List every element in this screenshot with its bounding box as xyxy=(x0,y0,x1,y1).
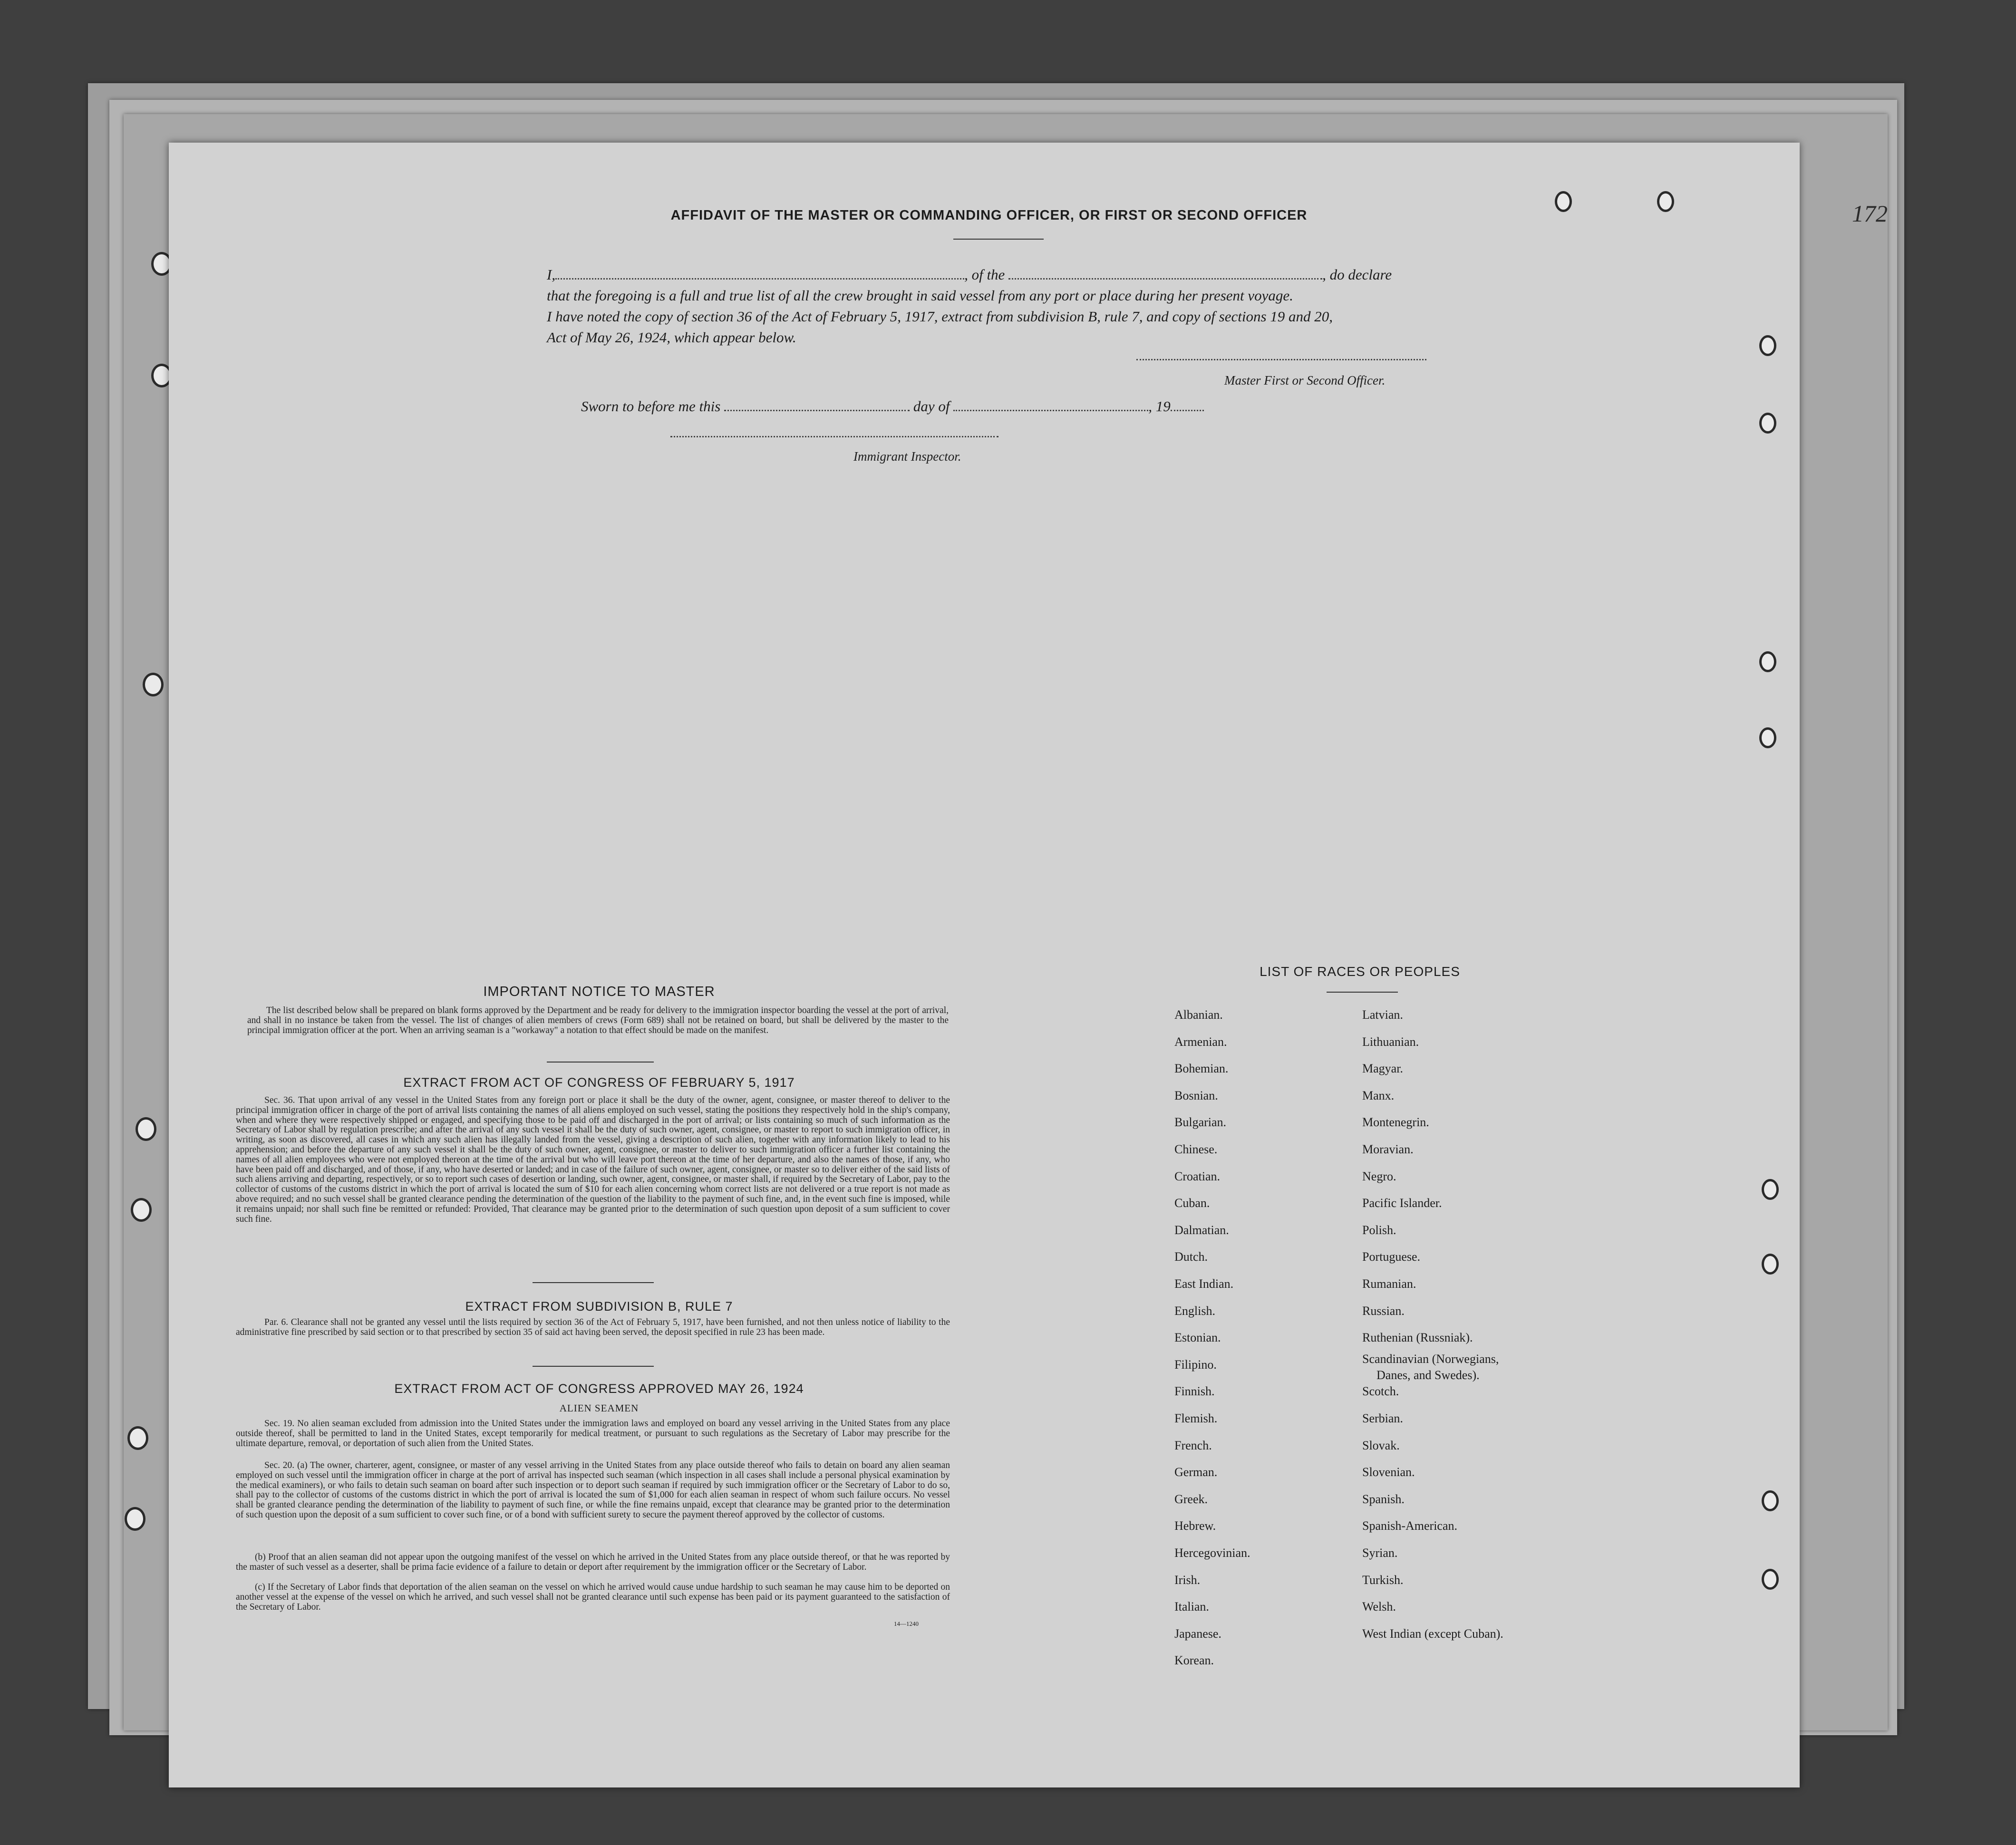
punch-hole xyxy=(1657,191,1674,212)
extract-rule7-title: EXTRACT FROM SUBDIVISION B, RULE 7 xyxy=(465,1299,733,1314)
race-item: Latvian. xyxy=(1362,1008,1403,1022)
race-item: French. xyxy=(1174,1439,1212,1452)
sworn-label: Sworn to before me this xyxy=(581,398,721,415)
of-the-label: , of the xyxy=(964,266,1005,283)
race-item: Ruthenian (Russniak). xyxy=(1362,1331,1473,1344)
race-item: Estonian. xyxy=(1174,1331,1221,1344)
i-label: I, xyxy=(547,266,556,283)
race-item: Negro. xyxy=(1362,1169,1396,1183)
race-item: Cuban. xyxy=(1174,1196,1210,1210)
race-item: Hebrew. xyxy=(1174,1519,1216,1533)
race-item: East Indian. xyxy=(1174,1277,1234,1291)
race-item: Croatian. xyxy=(1174,1169,1221,1183)
race-item: Spanish. xyxy=(1362,1492,1405,1506)
race-item: Pacific Islander. xyxy=(1362,1196,1442,1210)
divider xyxy=(533,1282,654,1283)
race-item: Moravian. xyxy=(1362,1142,1414,1156)
inspector-label: Immigrant Inspector. xyxy=(853,449,961,464)
race-item: Manx. xyxy=(1362,1089,1395,1102)
divider xyxy=(533,1366,654,1367)
notice-title: IMPORTANT NOTICE TO MASTER xyxy=(483,984,715,999)
race-item: Rumanian. xyxy=(1362,1277,1416,1291)
race-item: German. xyxy=(1174,1465,1218,1479)
punch-hole xyxy=(131,1198,152,1222)
race-item: Danes, and Swedes). xyxy=(1376,1368,1480,1382)
race-item: Bohemian. xyxy=(1174,1062,1229,1075)
race-item: Spanish-American. xyxy=(1362,1519,1458,1533)
affidavit-line-4: Act of May 26, 1924, which appear below. xyxy=(547,329,796,346)
punch-hole xyxy=(1762,1490,1779,1511)
punch-hole xyxy=(136,1117,156,1141)
extract-rule7-text: Par. 6. Clearance shall not be granted any vessel until the lists required by section 36 of the Act of February 5, 1917, have been furnished, and not then unless notice of liability to the administrative fine prescribed by said section or to that prescribed by section 35 of said act having been served, the deposit specified in rule 23 has been made. xyxy=(236,1317,950,1337)
punch-hole xyxy=(125,1507,145,1531)
race-item: Russian. xyxy=(1362,1304,1405,1318)
extract-1924-subtitle: ALIEN SEAMEN xyxy=(559,1402,639,1414)
affidavit-title: AFFIDAVIT OF THE MASTER OR COMMANDING OFFICER, OR FIRST OR SECOND OFFICER xyxy=(670,208,1308,223)
race-item: Welsh. xyxy=(1362,1600,1396,1613)
race-item: Dutch. xyxy=(1174,1250,1208,1264)
race-item: Dalmatian. xyxy=(1174,1223,1229,1237)
punch-hole xyxy=(143,673,164,696)
sec-20c-text: (c) If the Secretary of Labor finds that deportation of the alien seaman on the vessel on which he arrived would cause undue hardship to such seaman he may cause him to be deported on another vessel at the expense of the vessel on which he arrived, and such vessel shall not be granted clearance until such expense has been paid or its payment guaranteed to the satisfaction of the Secretary of Labor. xyxy=(236,1582,950,1612)
day-of-label: day of xyxy=(913,398,950,415)
vessel-field[interactable] xyxy=(1008,264,1322,280)
race-item: Japanese. xyxy=(1174,1627,1221,1641)
divider xyxy=(1327,992,1398,993)
race-item: Hercegovinian. xyxy=(1174,1546,1250,1560)
punch-hole xyxy=(1759,413,1776,434)
form-code: 14—1240 xyxy=(894,1620,919,1627)
race-item: Syrian. xyxy=(1362,1546,1398,1560)
race-item: Turkish. xyxy=(1362,1573,1404,1587)
sec-20a-text: Sec. 20. (a) The owner, charterer, agent, consignee, or master of any vessel arriving in the United States from any place outside thereof who fails to detain on board any alien seaman employed on such vessel until the immigration officer in charge at the port of arrival has inspected such seaman (which inspection in all cases shall include a personal physical examination by the medical examiners), or who fails to detain such seaman on board after such inspection or to deport such seaman if required by such immigration officer or the Secretary of Labor to do so, shall pay to the collector of customs of the customs district in which the port of arrival is located the sum of $1,000 for each alien seaman in respect of whom such failure occurs. No vessel shall be granted clearance pending the determination of the liability to payment of such fine, or while the fine remains unpaid, except that clearance may be granted prior to the determination of such question upon the deposit of a sum sufficient to cover such fine, or of a bond with sufficient surety to secure the payment thereof approved by the collector of customs. xyxy=(236,1460,950,1520)
race-item: Armenian. xyxy=(1174,1035,1227,1049)
punch-hole xyxy=(1759,727,1776,748)
race-item: Greek. xyxy=(1174,1492,1208,1506)
races-title: LIST OF RACES OR PEOPLES xyxy=(1260,964,1460,979)
document-sheet xyxy=(169,143,1800,1787)
race-item: Irish. xyxy=(1174,1573,1201,1587)
punch-hole xyxy=(1759,651,1776,672)
extract-1917-text: Sec. 36. That upon arrival of any vessel in the United States from any foreign port or place it shall be the duty of the owner, agent, consignee, or master thereof to deliver to the principal immigration officer in charge of the port of arrival lists containing the names of all aliens employed on such vessel, stating the positions they respectively hold in the ship's company, when and where they were respectively shipped or engaged, and specifying those to be paid off and discharged in the port of arrival; or lists containing so much of such information as the Secretary of Labor shall by regulation prescribe; and after the arrival of any such vessel it shall be the duty of such owner, agent, consignee, or master to report to such immigration officer, in writing, as soon as discovered, all cases in which any such alien has illegally landed from the vessel, giving a description of such alien, together with any information likely to lead to his apprehension; and before the departure of any such vessel it shall be the duty of such owner, agent, consignee, or master to deliver to such immigration officer a further list containing the names of all alien employees who were not employed thereon at the time of the arrival but who will leave port thereon at the time of her departure, and also the names of those, if any, who have been paid off and discharged, and of those, if any, who have deserted or landed; and in case of the failure of such owner, agent, consignee, or master so to deliver either of the said lists of such aliens arriving and departing, respectively, or so to report such cases of desertion or landing, such owner, agent, consignee, or master shall, if required by the Secretary of Labor, pay to the collector of customs of the customs district in which the port of arrival is located the sum of $10 for each alien concerning whom correct lists are not delivered or a true report is not made as above required; and no such vessel shall be granted clearance pending the determination of the question of the liability to the payment of such fine, and, in the event such fine is imposed, while it remains unpaid; nor shall such fine be remitted or refunded: Provided, That clearance may be granted prior to the determination of such question upon deposit of a sum sufficient to cover such fine. xyxy=(236,1095,950,1224)
race-item: Chinese. xyxy=(1174,1142,1218,1156)
race-item: Finnish. xyxy=(1174,1384,1215,1398)
extract-1924-title: EXTRACT FROM ACT OF CONGRESS APPROVED MAY 26, 1924 xyxy=(394,1381,804,1396)
race-item: Bulgarian. xyxy=(1174,1115,1227,1129)
punch-hole xyxy=(1762,1254,1779,1275)
race-item: Filipino. xyxy=(1174,1358,1217,1372)
race-item: Magyar. xyxy=(1362,1062,1403,1075)
race-item: Montenegrin. xyxy=(1362,1115,1429,1129)
extract-1917-title: EXTRACT FROM ACT OF CONGRESS OF FEBRUARY 5, 1917 xyxy=(403,1075,795,1090)
punch-hole xyxy=(127,1426,148,1450)
sworn-year-field[interactable] xyxy=(1171,396,1204,411)
race-item: Slovenian. xyxy=(1362,1465,1415,1479)
name-field[interactable] xyxy=(555,264,964,280)
sec-20b-text: (b) Proof that an alien seaman did not appear upon the outgoing manifest of the vessel on which he arrived in the United States from any place outside thereof, or that he was reported by the master of such vessel as a deserter, shall be prima facie evidence of a failure to detain or deport after requirement by the immigration officer or the Secretary of Labor. xyxy=(236,1552,950,1572)
inspector-signature-line[interactable] xyxy=(670,436,998,437)
race-item: Scandinavian (Norwegians, xyxy=(1362,1352,1499,1366)
race-item: Lithuanian. xyxy=(1362,1035,1419,1049)
punch-hole xyxy=(1762,1569,1779,1590)
race-item: Scotch. xyxy=(1362,1384,1399,1398)
sworn-month-field[interactable] xyxy=(953,396,1148,411)
master-signature-label: Master First or Second Officer. xyxy=(1224,373,1386,387)
race-item: Italian. xyxy=(1174,1600,1209,1613)
sec-19-text: Sec. 19. No alien seaman excluded from admission into the United States under the immigration laws and employed on board any vessel arriving in the United States from any place outside thereof, shall be permitted to land in the United States, except temporarily for medical treatment, or pursuant to such regulations as the Secretary of Labor may prescribe for the ultimate departure, removal, or deportation of such alien from the United States. xyxy=(236,1419,950,1449)
race-item: Flemish. xyxy=(1174,1411,1218,1425)
sworn-line xyxy=(581,396,1204,415)
notice-text: The list described below shall be prepared on blank forms approved by the Department and be ready for delivery to the immigration inspector boarding the vessel at the port of arrival, and shall in no instance be taken from the vessel. The list of changes of alien members of crews (Form 689) shall not be retained on board, but shall be delivered by the master to the principal immigration officer at the port. When an arriving seaman is a "workaway" a notation to that effect should be made on the manifest. xyxy=(247,1005,949,1035)
do-declare-label: , do declare xyxy=(1322,266,1392,283)
race-item: Albanian. xyxy=(1174,1008,1223,1022)
page-number: 172 xyxy=(1852,200,1888,227)
race-item: Serbian. xyxy=(1362,1411,1403,1425)
race-item: Bosnian. xyxy=(1174,1089,1218,1102)
punch-hole xyxy=(1555,191,1572,212)
affidavit-line-3: I have noted the copy of section 36 of the Act of February 5, 1917, extract from subdivision B, rule 7, and copy of sections 19 and 20, xyxy=(547,308,1333,325)
race-item: Portuguese. xyxy=(1362,1250,1421,1264)
divider xyxy=(547,1062,654,1063)
sworn-day-field[interactable] xyxy=(724,396,910,411)
race-item: Korean. xyxy=(1174,1653,1214,1667)
race-item: English. xyxy=(1174,1304,1215,1318)
affidavit-line-1 xyxy=(547,264,1460,285)
race-item: Slovak. xyxy=(1362,1439,1400,1452)
affidavit-body xyxy=(547,264,1460,348)
punch-hole xyxy=(1762,1179,1779,1200)
affidavit-line-2: that the foregoing is a full and true list of all the crew brought in said vessel from any port or place during her present voyage. xyxy=(547,287,1293,304)
year-label: , 19 xyxy=(1148,398,1171,415)
race-item: West Indian (except Cuban). xyxy=(1362,1627,1503,1641)
punch-hole xyxy=(1759,335,1776,356)
divider xyxy=(953,239,1044,240)
master-signature-line[interactable] xyxy=(1136,359,1426,360)
race-item: Polish. xyxy=(1362,1223,1396,1237)
